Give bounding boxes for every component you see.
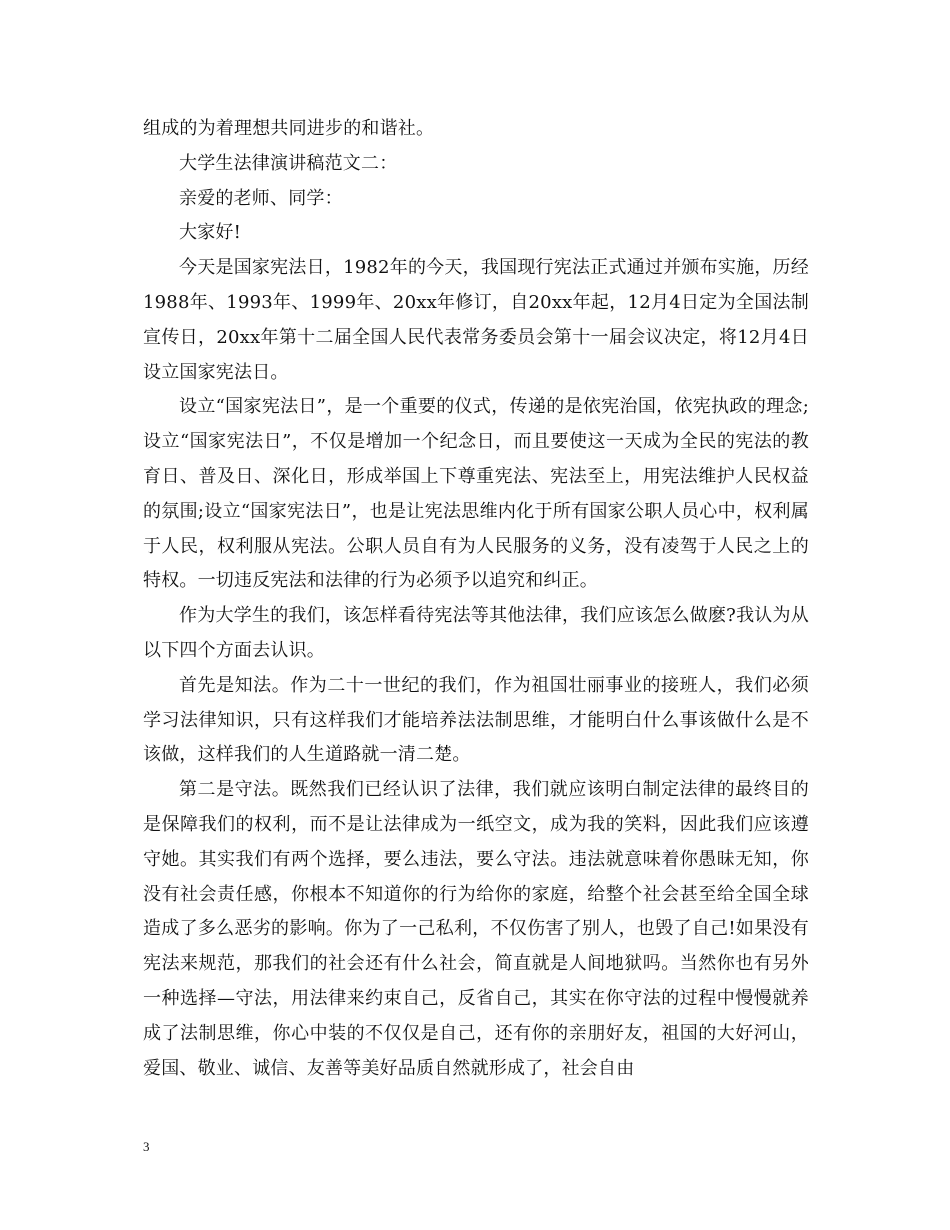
- paragraph-obey-law: 第二是守法。既然我们已经认识了法律，我们就应该明白制定法律的最终目的是保障我们的权利，而不是让法律成为一纸空文，成为我的笑料，因此我们应该遵守她。其实我们有两个选择，要么违法，要么守法。违法就意味着你愚昧无知，你没有社会责任感，你根本不知道你的行为给你的家庭，给整个社会甚至给全国全球造成了多么恶劣的影响。你为了一己私利，不仅伤害了别人，也毁了自己!如果没有宪法来规范，那我们的社会还有什么社会，简直就是人间地狱吗。当然你也有另外一种选择—守法，用法律来约束自己，反省自己，其实在你守法的过程中慢慢就养成了法制思维，你心中装的不仅仅是自己，还有你的亲朋好友，祖国的大好河山，爱国、敬业、诚信、友善等美好品质自然就形成了，社会自由: [143, 779, 809, 1079]
- paragraph-significance: 设立“国家宪法日”，是一个重要的仪式，传递的是依宪治国，依宪执政的理念;设立“国家宪法日”，不仅是增加一个纪念日，而且要使这一天成为全民的宪法的教育日、普及日、深化日，形成举国上下尊重宪法、宪法至上，用宪法维护人民权益的氛围;设立“国家宪法日”，也是让宪法思维内化于所有国家公职人员心中，权利属于人民，权利服从宪法。公职人员自有为人民服务的义务，没有凌驾于人民之上的特权。一切违反宪法和法律的行为必须予以追究和纠正。: [143, 396, 809, 592]
- section-heading: 大学生法律演讲稿范文二：: [179, 152, 398, 174]
- page-number: 3: [143, 1139, 150, 1154]
- paragraph-constitution-day: 今天是国家宪法日，1982年的今天，我国现行宪法正式通过并颁布实施，历经1988年、1993年、1999年、20xx年修订，自20xx年起，12月4日定为全国法制宣传日，20xx年第十二届全国人民代表常务委员会第十一届会议决定，将12月4日设立国家宪法日。: [143, 257, 809, 383]
- paragraph-question: 作为大学生的我们，该怎样看待宪法等其他法律，我们应该怎么做麽?我认为从以下四个方面去认识。: [143, 605, 809, 661]
- document-body: [143, 112, 809, 1086]
- paragraph-continuation: 组成的为着理想共同进步的和谐社。: [143, 118, 435, 139]
- salutation: 亲爱的老师、同学：: [179, 187, 343, 209]
- greeting: 大家好!: [179, 222, 242, 244]
- paragraph-know-law: 首先是知法。作为二十一世纪的我们，作为祖国壮丽事业的接班人，我们必须学习法律知识，只有这样我们才能培养法法制思维，才能明白什么事该做什么是不该做，这样我们的人生道路就一清二楚。: [143, 674, 809, 766]
